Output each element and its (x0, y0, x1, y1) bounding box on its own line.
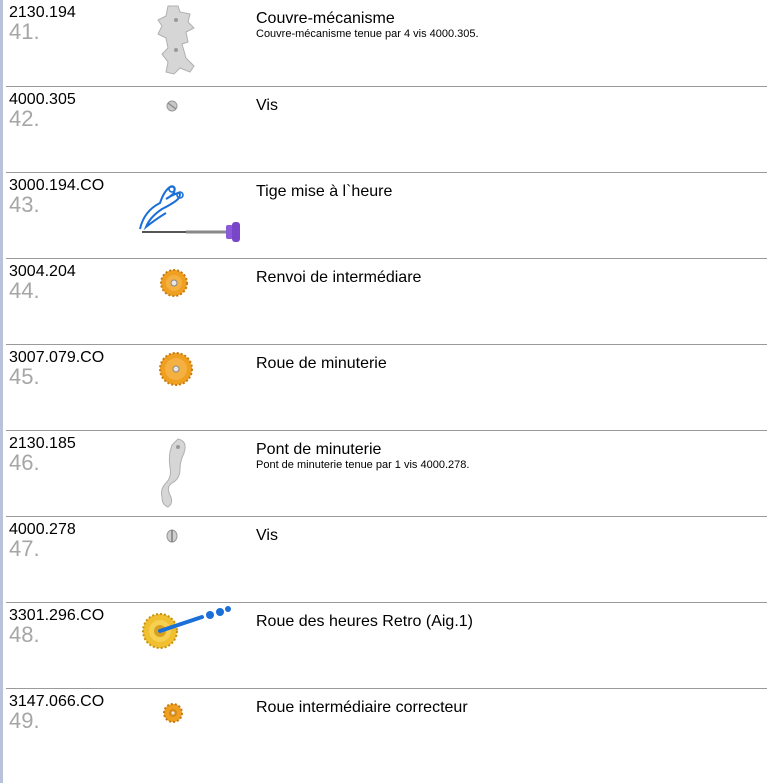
part-row (6, 0, 767, 87)
part-number: 41. (9, 19, 40, 44)
minute-bridge-icon (126, 431, 261, 515)
part-number: 44. (9, 278, 40, 303)
part-row (6, 259, 767, 345)
minute-wheel-icon (126, 345, 261, 429)
part-row (6, 173, 767, 259)
part-name: Pont de minuterie (256, 441, 382, 458)
part-name: Vis (256, 97, 278, 114)
part-row (6, 431, 767, 517)
intermediate-wheel-icon (126, 259, 261, 343)
part-number: 46. (9, 450, 40, 475)
parts-list (6, 0, 767, 778)
part-description: Couvre-mécanisme tenue par 4 vis 4000.305. (256, 28, 479, 40)
part-row (6, 345, 767, 431)
part-reference: 4000.305 (9, 91, 76, 108)
hour-wheel-retro-icon (126, 603, 261, 687)
screw-icon (126, 517, 261, 601)
part-reference: 3004.204 (9, 263, 76, 280)
part-reference: 3147.066.CO (9, 693, 105, 710)
part-row (6, 689, 767, 778)
part-name: Couvre-mécanisme (256, 10, 395, 27)
part-description: Pont de minuterie tenue par 1 vis 4000.278. (256, 459, 470, 471)
mechanism-cover-icon (126, 0, 261, 84)
left-accent-bar (0, 0, 3, 783)
part-name: Roue intermédiaire correcteur (256, 699, 468, 716)
part-number: 49. (9, 708, 40, 733)
part-name: Tige mise à l`heure (256, 183, 393, 200)
part-number: 42. (9, 106, 40, 131)
part-name: Roue des heures Retro (Aig.1) (256, 613, 473, 630)
screw-icon (126, 87, 261, 171)
part-reference: 3007.079.CO (9, 349, 105, 366)
part-name: Renvoi de intermédiare (256, 269, 422, 286)
part-number: 47. (9, 536, 40, 561)
corrector-wheel-icon (126, 689, 261, 773)
part-name: Roue de minuterie (256, 355, 387, 372)
winding-stem-icon (126, 173, 261, 257)
part-number: 43. (9, 192, 40, 217)
part-reference: 3000.194.CO (9, 177, 105, 194)
part-reference: 2130.185 (9, 435, 76, 452)
part-name: Vis (256, 527, 278, 544)
part-reference: 3301.296.CO (9, 607, 105, 624)
part-row (6, 517, 767, 603)
part-number: 48. (9, 622, 40, 647)
part-number: 45. (9, 364, 40, 389)
part-reference: 4000.278 (9, 521, 76, 538)
part-row (6, 87, 767, 173)
part-reference: 2130.194 (9, 4, 76, 21)
part-row (6, 603, 767, 689)
